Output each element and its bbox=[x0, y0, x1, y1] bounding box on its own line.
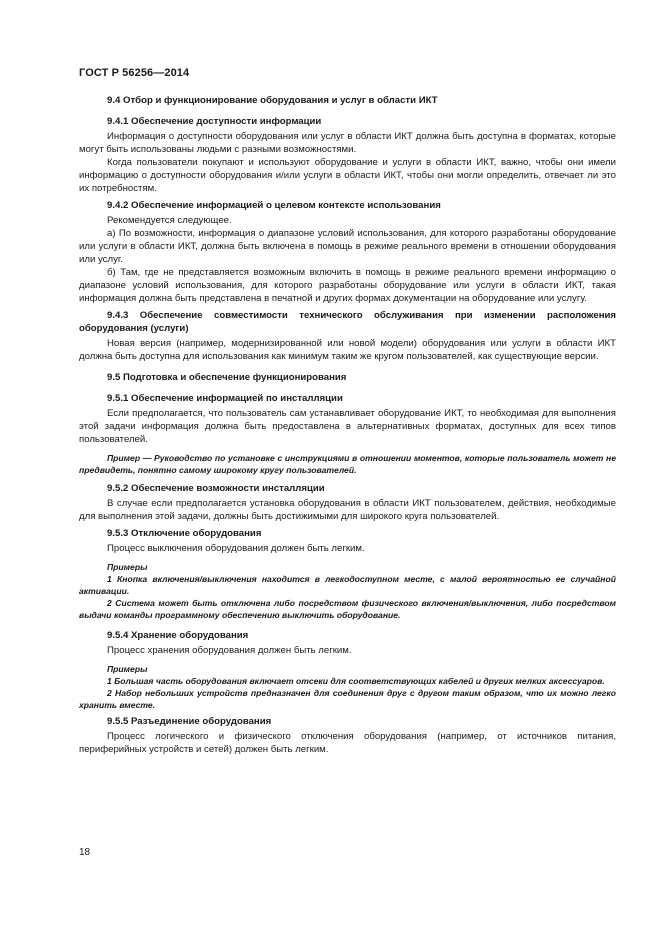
subsection-heading: 9.4.1 Обеспечение доступности информации bbox=[107, 116, 322, 127]
examples-heading: Примеры bbox=[107, 664, 148, 674]
page-content bbox=[79, 92, 616, 756]
paragraph: Процесс логического и физического отключения оборудования (например, от источников питания, периферийных устройств и сетей) должен быть легким. bbox=[79, 731, 616, 755]
paragraph: Если предполагается, что пользователь сам устанавливает оборудование ИКТ, то необходимая для выполнения этой задачи информация должна быть предоставлена в альтернативных форматах, доступных для всех типов пользователей. bbox=[79, 408, 616, 445]
example-note: 1 Кнопка включения/выключения находится в легкодоступном месте, с малой вероятностью ее случайной активации. bbox=[79, 574, 616, 596]
list-item: а) По возможности, информация о диапазоне условий использования, для которого разработаны оборудование или услуги в области ИКТ, должна быть включена в помощь в режиме реального времени в отношении оборудования или услуг. bbox=[79, 228, 616, 265]
example-note: 1 Большая часть оборудования включает отсеки для соответствующих кабелей и других мелких аксессуаров. bbox=[107, 676, 605, 686]
section-heading: 9.5 Подготовка и обеспечение функционирования bbox=[107, 372, 347, 383]
paragraph: Процесс хранения оборудования должен быть легким. bbox=[107, 645, 352, 656]
subsection-heading: 9.5.4 Хранение оборудования bbox=[107, 630, 249, 641]
subsection-heading: 9.5.1 Обеспечение информацией по инсталляции bbox=[107, 393, 343, 404]
subsection-heading: 9.5.2 Обеспечение возможности инсталляции bbox=[107, 483, 325, 494]
example-note: Пример — Руководство по установке с инструкциями в отношении моментов, которые пользователь может не предвидеть, понятно самому широкому кругу пользователей. bbox=[79, 453, 616, 475]
subsection-heading: 9.4.2 Обеспечение информацией о целевом контексте использования bbox=[107, 200, 441, 211]
paragraph: Информация о доступности оборудования или услуг в области ИКТ должна быть доступна в форматах, которые могут быть использованы людьми с разными возможностями. bbox=[79, 131, 616, 155]
subsection-heading: 9.4.3 Обеспечение совместимости технического обслуживания при изменении расположения оборудования (услуги) bbox=[79, 310, 616, 334]
subsection-heading: 9.5.3 Отключение оборудования bbox=[107, 528, 262, 539]
examples-heading: Примеры bbox=[107, 562, 148, 572]
example-note: 2 Набор небольших устройств предназначен для соединения друг с другом таким образом, что их можно легко хранить вместе. bbox=[79, 688, 616, 710]
page-number: 18 bbox=[79, 847, 91, 858]
section-heading: 9.4 Отбор и функционирование оборудования и услуг в области ИКТ bbox=[107, 95, 438, 106]
list-item: б) Там, где не представляется возможным включить в помощь в режиме реального времени информацию о диапазоне условий использования, для которого разработаны оборудование или услуги в области ИКТ, такая информация должна быть представлена в печатной и других формах документации на оборудование или услугу. bbox=[79, 267, 616, 304]
paragraph: Новая версия (например, модернизированной или новой модели) оборудования или услуги в области ИКТ должна быть доступна для использования как минимум таким же кругом пользователей, как существующие версии. bbox=[79, 338, 616, 362]
paragraph: В случае если предполагается установка оборудования в области ИКТ пользователем, действия, необходимые для выполнения этой задачи, должны быть достижимыми для широкого круга пользователей. bbox=[79, 498, 616, 522]
paragraph: Процесс выключения оборудования должен быть легким. bbox=[107, 543, 365, 554]
standard-header: ГОСТ Р 56256—2014 bbox=[79, 67, 190, 79]
subsection-heading: 9.5.5 Разъединение оборудования bbox=[107, 716, 272, 727]
paragraph: Рекомендуется следующее. bbox=[107, 215, 232, 226]
paragraph: Когда пользователи покупают и используют оборудование и услуги в области ИКТ, важно, чтобы они имели информацию о доступности оборудования и/или услуги в области ИКТ, чтобы они могли определить, отвечает ли это их потребностям. bbox=[79, 157, 616, 194]
example-note: 2 Система может быть отключена либо посредством физического включения/выключения, либо посредством выдачи команды программному обеспечению выключить оборудование. bbox=[79, 598, 616, 620]
